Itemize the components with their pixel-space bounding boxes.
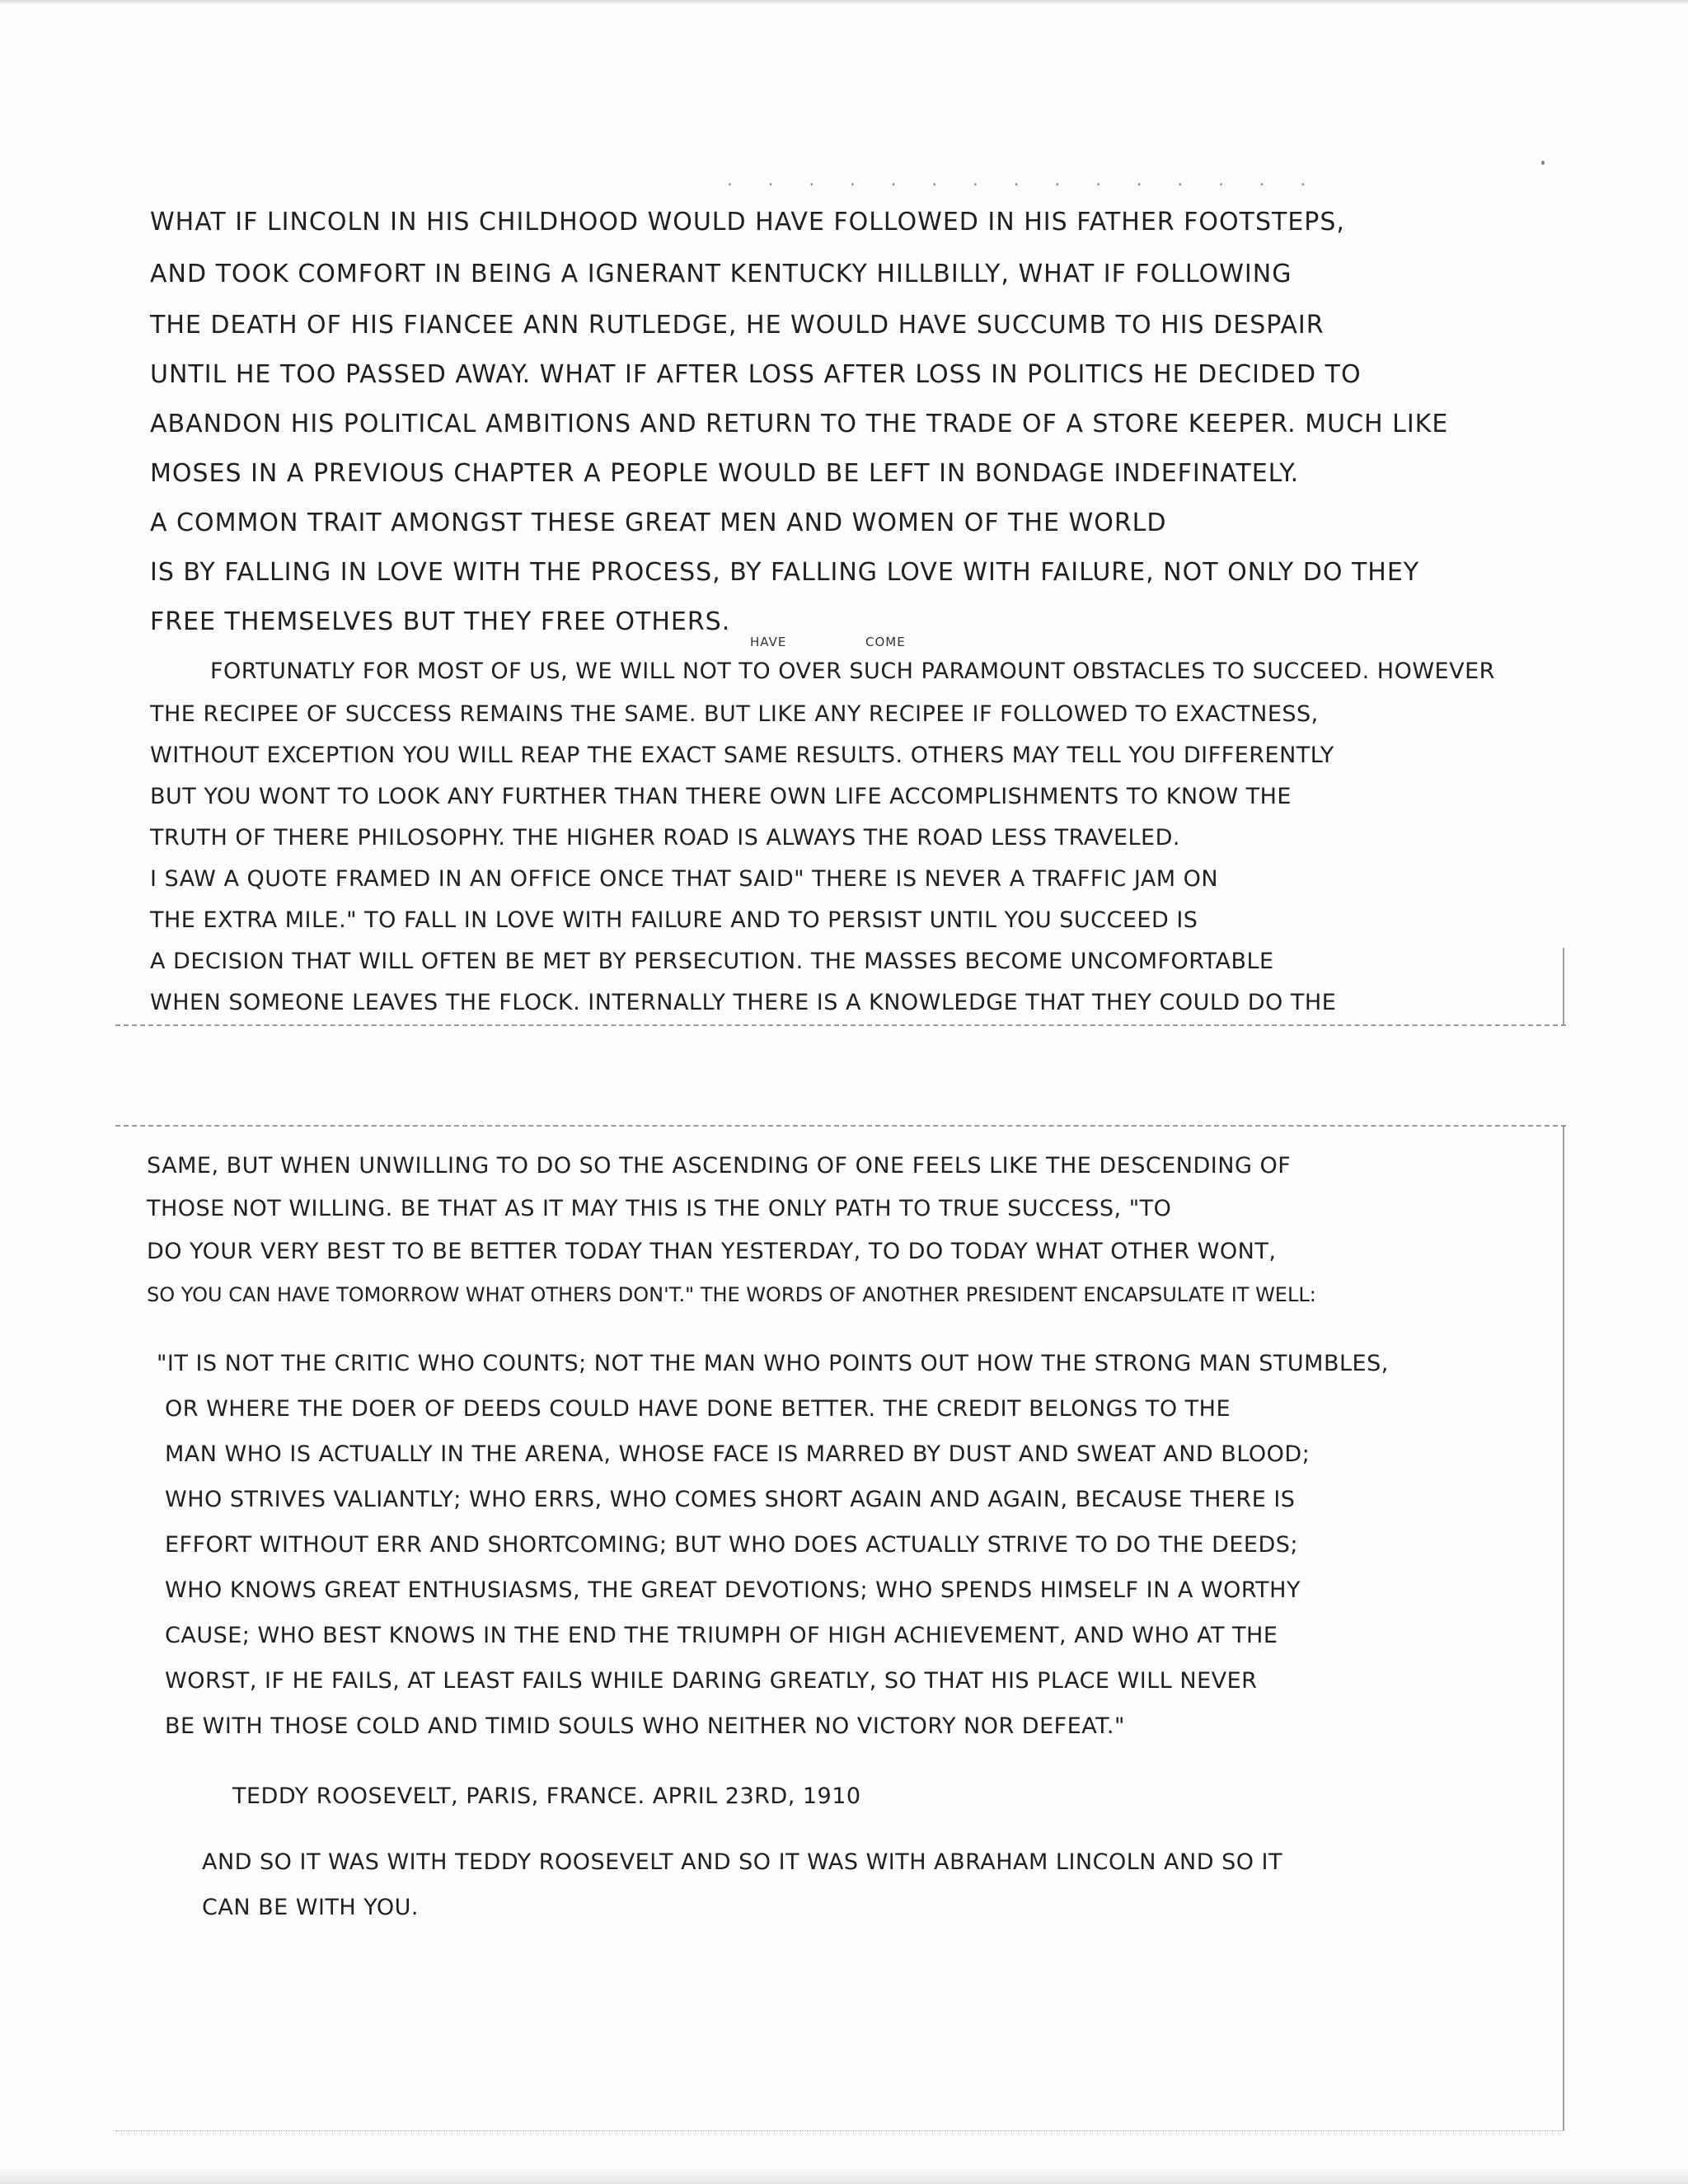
quote-line: BE WITH THOSE COLD AND TIMID SOULS WHO NEITHER NO VICTORY NOR DEFEAT." (165, 1713, 1125, 1739)
quote-line: "IT IS NOT THE CRITIC WHO COUNTS; NOT THE MAN WHO POINTS OUT HOW THE STRONG MAN STUMBLES, (157, 1351, 1389, 1376)
paragraph-3-line: THOSE NOT WILLING. BE THAT AS IT MAY THIS IS THE ONLY PATH TO TRUE SUCCESS, "TO (147, 1196, 1172, 1221)
quote-line: WHO STRIVES VALIANTLY; WHO ERRS, WHO COMES SHORT AGAIN AND AGAIN, BECAUSE THERE IS (165, 1487, 1296, 1512)
page-seam-right (1563, 948, 1564, 1026)
quote-line: MAN WHO IS ACTUALLY IN THE ARENA, WHOSE FACE IS MARRED BY DUST AND SWEAT AND BLOOD; (165, 1441, 1311, 1467)
scan-speck (1541, 161, 1545, 165)
quote-attribution: TEDDY ROOSEVELT, PARIS, FRANCE. APRIL 23RD, 1910 (232, 1783, 861, 1809)
quote-line: WORST, IF HE FAILS, AT LEAST FAILS WHILE DARING GREATLY, SO THAT HIS PLACE WILL NEVER (165, 1668, 1258, 1694)
paragraph-1-line: FREE THEMSELVES BUT THEY FREE OTHERS. (150, 607, 731, 636)
page-seam-right (1563, 1125, 1564, 2130)
paragraph-2-line: FORTUNATLY FOR MOST OF US, WE WILL NOT TO OVER SUCH PARAMOUNT OBSTACLES TO SUCCEED. HOWEVER (210, 658, 1495, 684)
paragraph-1-line: MOSES IN A PREVIOUS CHAPTER A PEOPLE WOULD BE LEFT IN BONDAGE INDEFINATELY. (150, 459, 1300, 488)
quote-line: EFFORT WITHOUT ERR AND SHORTCOMING; BUT WHO DOES ACTUALLY STRIVE TO DO THE DEEDS; (165, 1532, 1299, 1558)
paragraph-3-line: SO YOU CAN HAVE TOMORROW WHAT OTHERS DON'T." THE WORDS OF ANOTHER PRESIDENT ENCAPSULATE IT WELL: (147, 1283, 1316, 1306)
paragraph-2-line: THE EXTRA MILE." TO FALL IN LOVE WITH FAILURE AND TO PERSIST UNTIL YOU SUCCEED IS (150, 907, 1198, 933)
paragraph-3-line: DO YOUR VERY BEST TO BE BETTER TODAY THAN YESTERDAY, TO DO TODAY WHAT OTHER WONT, (147, 1239, 1277, 1264)
quote-line: OR WHERE THE DOER OF DEEDS COULD HAVE DONE BETTER. THE CREDIT BELONGS TO THE (165, 1396, 1231, 1422)
scan-bottom-edge (0, 2168, 1688, 2184)
paragraph-2-line: I SAW A QUOTE FRAMED IN AN OFFICE ONCE THAT SAID" THERE IS NEVER A TRAFFIC JAM ON (150, 866, 1219, 892)
insertion-caret-word: HAVE (750, 635, 787, 649)
paragraph-1-line: WHAT IF LINCOLN IN HIS CHILDHOOD WOULD HAVE FOLLOWED IN HIS FATHER FOOTSTEPS, (150, 208, 1345, 237)
quote-line: CAUSE; WHO BEST KNOWS IN THE END THE TRIUMPH OF HIGH ACHIEVEMENT, AND WHO AT THE (165, 1623, 1278, 1648)
paragraph-1-line: IS BY FALLING IN LOVE WITH THE PROCESS, BY FALLING LOVE WITH FAILURE, NOT ONLY DO THEY (150, 558, 1420, 587)
insertion-caret-word: COME (865, 635, 906, 649)
paragraph-1-line: UNTIL HE TOO PASSED AWAY. WHAT IF AFTER LOSS AFTER LOSS IN POLITICS HE DECIDED TO (150, 360, 1362, 389)
paragraph-2-line: THE RECIPEE OF SUCCESS REMAINS THE SAME. BUT LIKE ANY RECIPEE IF FOLLOWED TO EXACTNESS, (150, 701, 1319, 727)
paragraph-2-line: A DECISION THAT WILL OFTEN BE MET BY PERSECUTION. THE MASSES BECOME UNCOMFORTABLE (150, 949, 1274, 974)
paragraph-1-line: A COMMON TRAIT AMONGST THESE GREAT MEN AND WOMEN OF THE WORLD (150, 509, 1167, 537)
paragraph-3-line: SAME, BUT WHEN UNWILLING TO DO SO THE ASCENDING OF ONE FEELS LIKE THE DESCENDING OF (147, 1153, 1292, 1179)
scan-top-edge (0, 0, 1688, 5)
paragraph-2-line: TRUTH OF THERE PHILOSOPHY. THE HIGHER ROAD IS ALWAYS THE ROAD LESS TRAVELED. (150, 825, 1180, 851)
paragraph-2-line: WITHOUT EXCEPTION YOU WILL REAP THE EXACT SAME RESULTS. OTHERS MAY TELL YOU DIFFERENTLY (150, 743, 1334, 768)
closing-line: AND SO IT WAS WITH TEDDY ROOSEVELT AND SO IT WAS WITH ABRAHAM LINCOLN AND SO IT (202, 1849, 1283, 1875)
paragraph-1-line: AND TOOK COMFORT IN BEING A IGNERANT KENTUCKY HILLBILLY, WHAT IF FOLLOWING (150, 260, 1292, 288)
closing-line: CAN BE WITH YOU. (202, 1895, 419, 1920)
paragraph-1-line: ABANDON HIS POLITICAL AMBITIONS AND RETURN TO THE TRADE OF A STORE KEEPER. MUCH LIKE (150, 410, 1449, 438)
page-seam-bottom (115, 2130, 1564, 2131)
page-seam-top (115, 1125, 1566, 1127)
paragraph-1-line: THE DEATH OF HIS FIANCEE ANN RUTLEDGE, HE WOULD HAVE SUCCUMB TO HIS DESPAIR (150, 311, 1325, 340)
cut-off-text-fragment: · · · · · · · · · · · · · · · (725, 176, 1320, 191)
page-seam-bottom (115, 1024, 1566, 1026)
paragraph-2-line: BUT YOU WONT TO LOOK ANY FURTHER THAN THERE OWN LIFE ACCOMPLISHMENTS TO KNOW THE (150, 784, 1292, 809)
paragraph-2-line: WHEN SOMEONE LEAVES THE FLOCK. INTERNALLY THERE IS A KNOWLEDGE THAT THEY COULD DO THE (150, 990, 1337, 1015)
quote-line: WHO KNOWS GREAT ENTHUSIASMS, THE GREAT DEVOTIONS; WHO SPENDS HIMSELF IN A WORTHY (165, 1577, 1301, 1603)
